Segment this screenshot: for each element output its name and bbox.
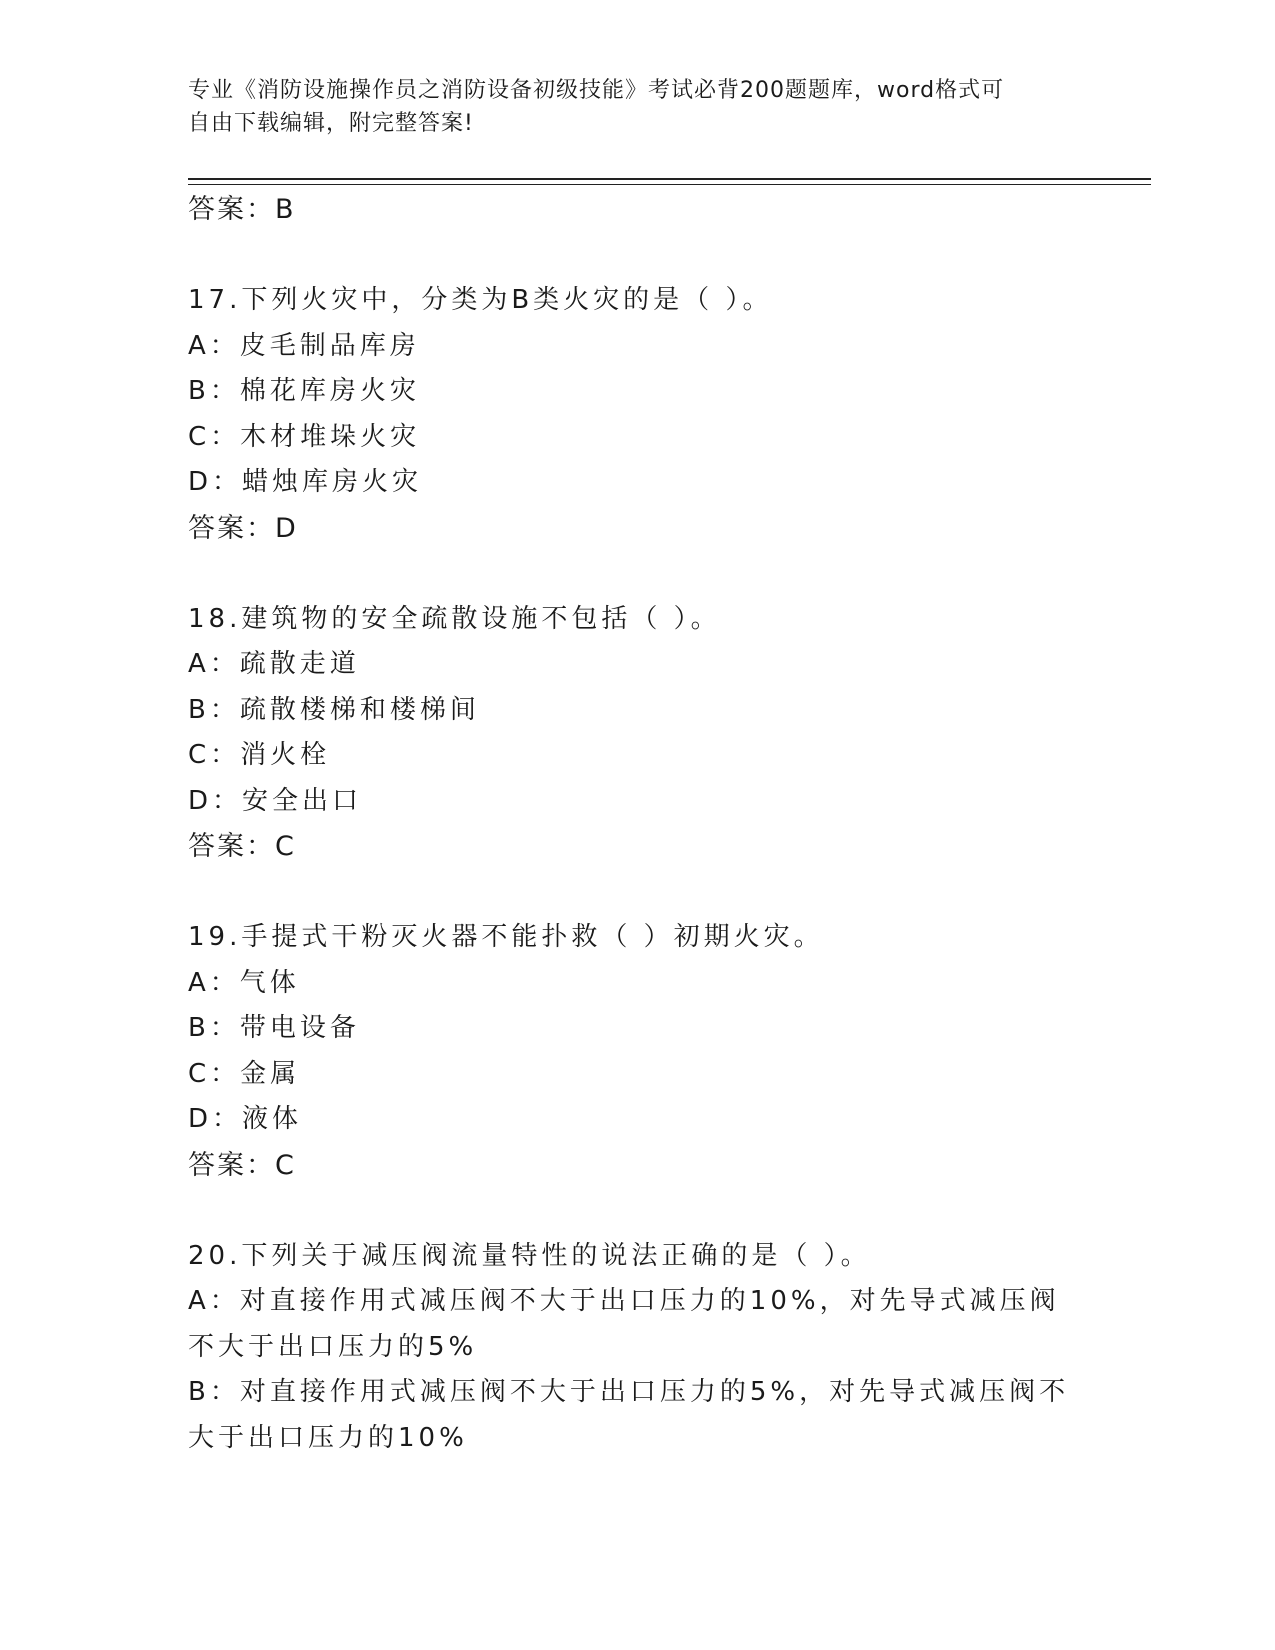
- option-a: A：气体: [188, 967, 300, 998]
- option-a: A：对直接作用式减压阀不大于出口压力的10%，对先导式减压阀不大于出口压力的5%: [188, 1286, 1060, 1362]
- question-stem: 20.下列关于减压阀流量特性的说法正确的是（ ）。: [188, 1240, 871, 1271]
- answer: 答案：D: [188, 512, 298, 544]
- header-line-2: 自由下载编辑，附完整答案!: [188, 111, 474, 136]
- spacer: [188, 233, 1088, 279]
- header-rule-thick: [188, 178, 1151, 180]
- option-c: C：消火栓: [188, 740, 331, 770]
- option-a: A：疏散走道: [188, 649, 360, 679]
- question-18: [188, 597, 1088, 870]
- question-stem: 18.建筑物的安全疏散设施不包括（ ）。: [188, 603, 721, 634]
- option-d: D：安全出口: [188, 785, 363, 816]
- answer: 答案：C: [188, 831, 296, 862]
- header-line-1: 专业《消防设施操作员之消防设备初级技能》考试必背200题题库，word格式可: [188, 78, 1005, 103]
- question-19: [188, 915, 1088, 1188]
- option-b: B：棉花库房火灾: [188, 376, 420, 406]
- option-b: B：对直接作用式减压阀不大于出口压力的5%，对先导式减压阀不大于出口压力的10%: [188, 1377, 1070, 1453]
- option-b: B：疏散楼梯和楼梯间: [188, 694, 480, 725]
- option-d: D：蜡烛库房火灾: [188, 467, 423, 497]
- question-stem: 19.手提式干粉灭火器不能扑救（ ）初期火灾。: [188, 922, 824, 952]
- header-rule-thin: [188, 184, 1151, 185]
- spacer: [188, 870, 1088, 916]
- previous-answer: 答案：B: [188, 194, 296, 225]
- option-d: D：液体: [188, 1104, 303, 1134]
- answer: 答案：C: [188, 1149, 296, 1181]
- option-c: C：木材堆垛火灾: [188, 421, 421, 452]
- option-a: A：皮毛制品库房: [188, 330, 420, 361]
- question-17: [188, 278, 1088, 551]
- option-c: C：金属: [188, 1058, 301, 1089]
- option-b: B：带电设备: [188, 1013, 360, 1043]
- document-header: [188, 74, 1088, 140]
- question-20: [188, 1234, 1088, 1462]
- spacer: [188, 551, 1088, 597]
- document-body: [188, 187, 1088, 1461]
- spacer: [188, 1188, 1088, 1234]
- question-stem: 17.下列火灾中，分类为B类火灾的是（ ）。: [188, 285, 773, 315]
